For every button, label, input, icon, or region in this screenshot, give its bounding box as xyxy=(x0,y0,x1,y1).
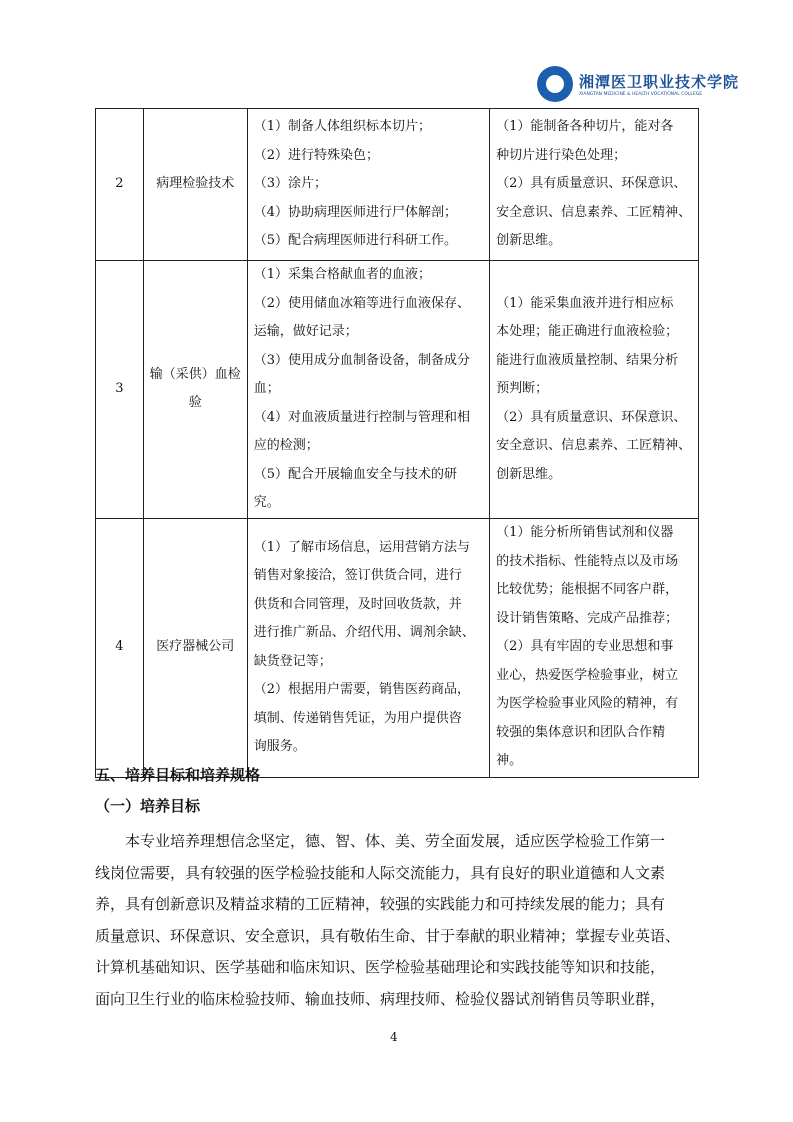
vocational-abilities xyxy=(490,261,699,519)
cell-line: 验 xyxy=(188,395,202,411)
cell-line: （2）根据用户需要，销售医药商品， xyxy=(253,682,471,697)
logo-english-name: XIANGTAN MEDICINE & HEALTH VOCATIONAL COLLEGE xyxy=(579,92,703,97)
cell-line: 运输，做好记录； xyxy=(253,324,358,339)
cell-line: （1）采集合格献血者的血液； xyxy=(253,267,432,282)
job-table-body xyxy=(96,109,699,778)
cell-line: 安全意识、信息素养、工匠精神、 xyxy=(496,438,692,453)
row-number: 4 xyxy=(96,518,144,777)
logo-text xyxy=(579,71,739,97)
body-paragraph xyxy=(95,826,705,1016)
paragraph-line: 面向卫生行业的临床检验技师、输血技师、病理技师、检验仪器试剂销售员等职业群， xyxy=(95,989,666,1008)
job-table xyxy=(95,108,699,778)
cell-line: 输（采供）血检 xyxy=(149,366,241,382)
cell-line: 究。 xyxy=(253,495,280,510)
logo-chinese-name: 湘潭医卫职业技术学院 xyxy=(579,73,740,91)
cell-line: （5）配合病理医师进行科研工作。 xyxy=(253,233,458,249)
work-tasks xyxy=(247,518,489,777)
cell-line: （3）涂片； xyxy=(253,176,328,192)
work-tasks xyxy=(247,261,489,519)
cell-line: 创新思维。 xyxy=(496,466,562,482)
college-logo xyxy=(537,66,739,102)
cell-line: 较强的集体意识和团队合作精 xyxy=(496,724,666,740)
table-row xyxy=(96,109,699,261)
cell-line: 本处理；能正确进行血液检验； xyxy=(496,324,679,339)
cell-line: （3）使用成分血制备设备，制备成分 xyxy=(253,352,471,368)
position-name xyxy=(143,261,247,519)
cell-line: 销售对象接洽，签订供货合同，进行 xyxy=(253,568,462,583)
cell-line: 缺货登记等； xyxy=(253,653,332,669)
sub-heading: （一）培养目标 xyxy=(95,797,201,815)
cell-line: （1）了解市场信息，运用营销方法与 xyxy=(253,539,471,555)
vocational-abilities xyxy=(490,518,699,777)
cell-line: 进行推广新品、介绍代用、调剂余缺、 xyxy=(253,625,475,640)
cell-line: （2）使用储血冰箱等进行血液保存、 xyxy=(253,295,471,311)
paragraph-line: 本专业培养理想信念坚定，德、智、体、美、劳全面发展，适应医学检验工作第一 xyxy=(95,832,666,850)
cell-line: （4）对血液质量进行控制与管理和相 xyxy=(253,409,471,425)
cell-line: 比较优势；能根据不同客户群， xyxy=(496,582,679,598)
cell-line: （2）进行特殊染色； xyxy=(253,147,380,163)
cell-line: （4）协助病理医师进行尸体解剖； xyxy=(253,204,458,220)
paragraph-line: 质量意识、环保意识、安全意识，具有敬佑生命、甘于奉献的职业精神；掌握专业英语、 xyxy=(95,926,681,945)
cell-line: 业心，热爱医学检验事业，树立 xyxy=(496,667,679,683)
cell-line: （1）制备人体组织标本切片； xyxy=(253,119,432,135)
paragraph-line: 计算机基础知识、医学基础和临床知识、医学检验基础理论和实践技能等知识和技能， xyxy=(95,958,666,977)
paragraph-line: 养，具有创新意识及精益求精的工匠精神，较强的实践能力和可持续发展的能力；具有 xyxy=(95,895,666,914)
cell-line: （2）具有质量意识、环保意识、 xyxy=(496,176,687,192)
position-name xyxy=(143,518,247,777)
row-number: 2 xyxy=(96,109,144,261)
cell-line: （2）具有牢固的专业思想和事 xyxy=(496,639,674,655)
cell-line: 的技术指标、性能特点以及市场 xyxy=(496,553,679,569)
cell-line: 神。 xyxy=(496,753,523,769)
vocational-abilities xyxy=(490,109,699,261)
cell-line: （5）配合开展输血安全与技术的研 xyxy=(253,466,458,482)
cell-line: 能进行血液质量控制、结果分析 xyxy=(496,352,679,368)
cell-line: （2）具有质量意识、环保意识、 xyxy=(496,409,687,425)
row-number: 3 xyxy=(96,261,144,519)
cell-line: 病理检验技术 xyxy=(156,176,235,192)
cell-line: 询服务。 xyxy=(253,739,306,754)
college-emblem-icon xyxy=(537,66,573,102)
cell-line: 创新思维。 xyxy=(496,233,562,249)
paragraph-line: 线岗位需要，具有较强的医学检验技能和人际交流能力，具有良好的职业道德和人文素 xyxy=(95,863,666,882)
cell-line: 医疗器械公司 xyxy=(156,639,235,655)
cell-line: 应的检测； xyxy=(253,438,319,453)
cell-line: 设计销售策略、完成产品推荐； xyxy=(496,610,679,626)
cell-line: （1）能制备各种切片，能对各 xyxy=(496,119,674,135)
section-heading: 五、培养目标和培养规格 xyxy=(95,766,261,784)
table-row xyxy=(96,518,699,777)
cell-line: （1）能分析所销售试剂和仪器 xyxy=(496,525,674,541)
cell-line: 供货和合同管理，及时回收货款，并 xyxy=(253,596,462,612)
cell-line: （1）能采集血液并进行相应标 xyxy=(496,295,674,311)
cell-line: 填制、传递销售凭证，为用户提供咨 xyxy=(253,710,462,726)
page-number: 4 xyxy=(390,1030,398,1044)
position-name xyxy=(143,109,247,261)
cell-line: 血； xyxy=(253,381,280,396)
cell-line: 种切片进行染色处理； xyxy=(496,147,627,163)
cell-line: 预判断； xyxy=(496,381,549,396)
cell-line: 为医学检验事业风险的精神，有 xyxy=(496,696,679,712)
table-row xyxy=(96,261,699,519)
work-tasks xyxy=(247,109,489,261)
cell-line: 安全意识、信息素养、工匠精神、 xyxy=(496,204,692,220)
